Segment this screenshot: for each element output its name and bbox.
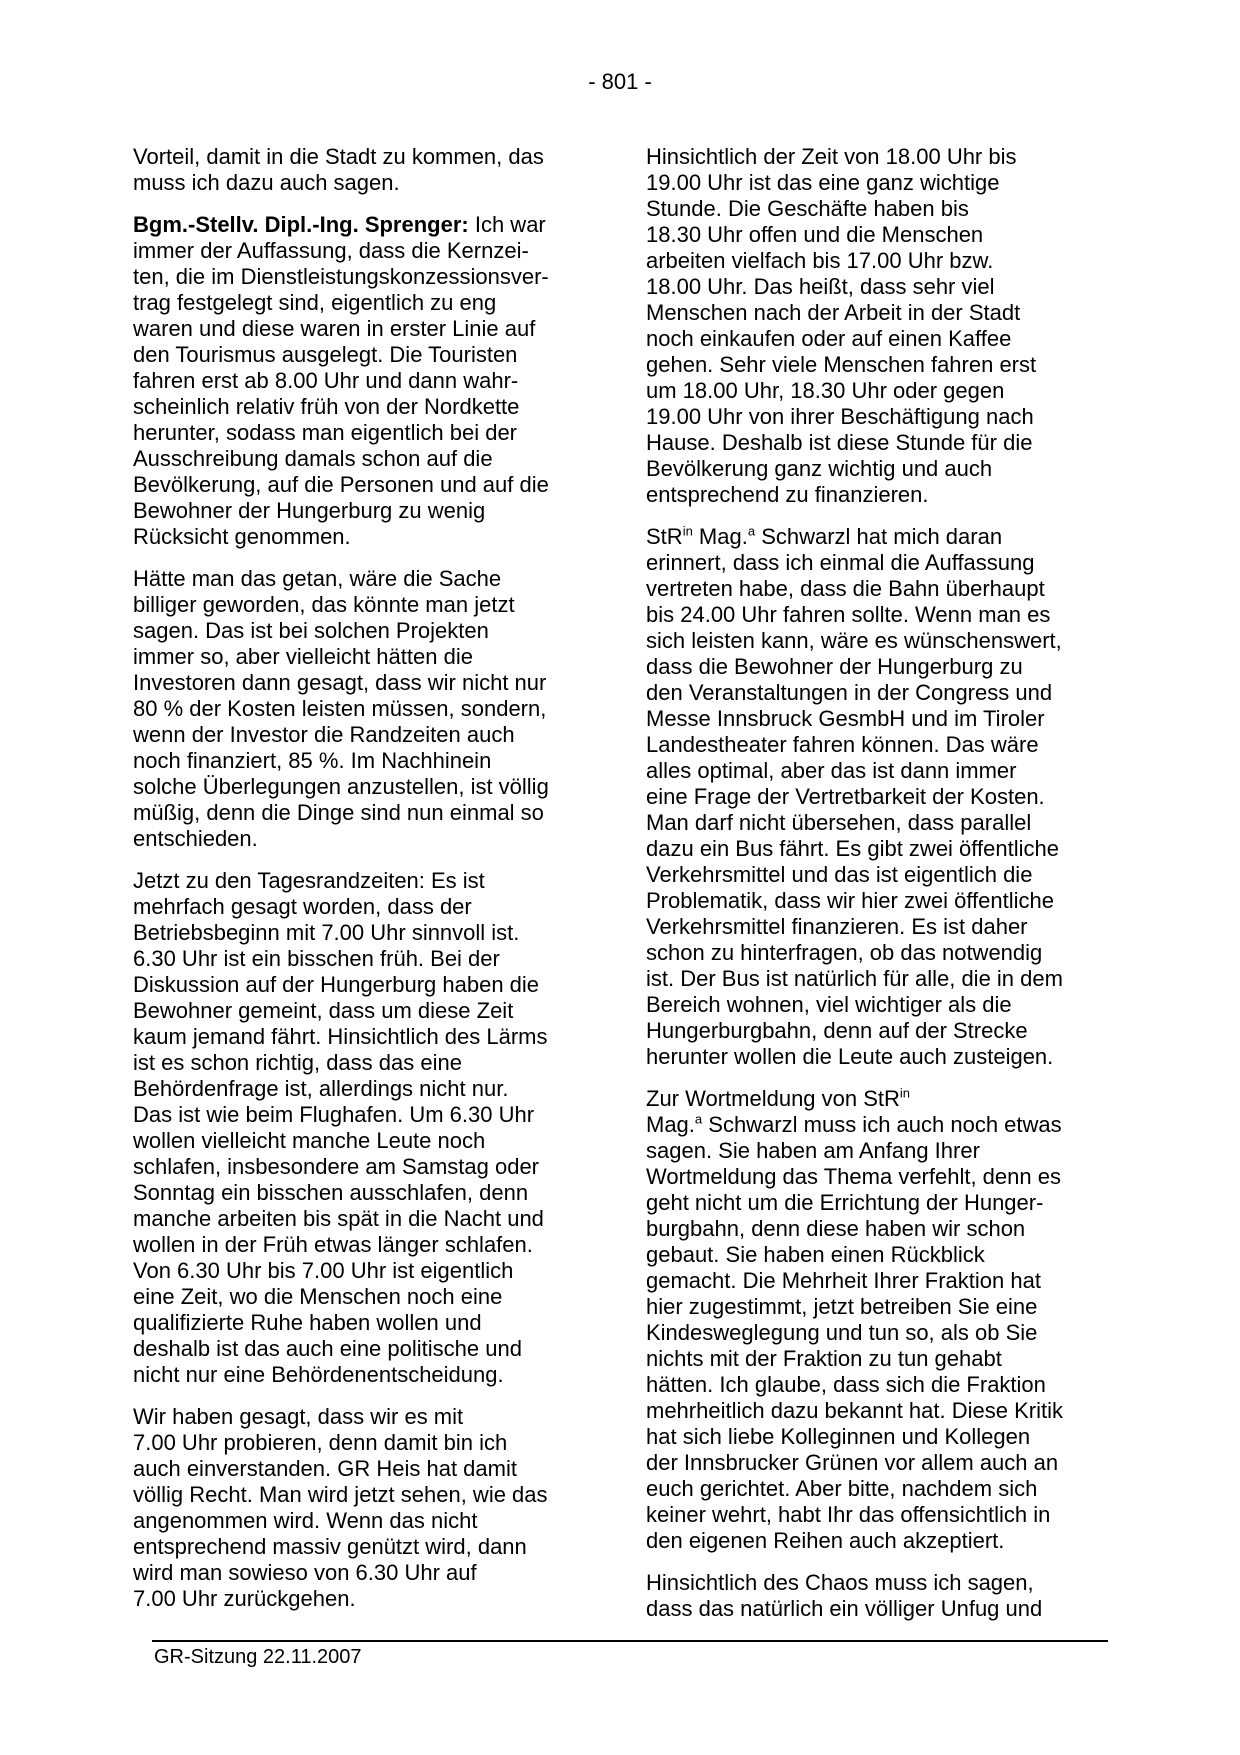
paragraph: Hinsichtlich des Chaos muss ich sagen, dass das natürlich ein völliger Unfug und bbox=[646, 1570, 1043, 1621]
page-number: - 801 - bbox=[588, 69, 652, 94]
paragraph: StR$^{in}$ Mag.$^a$ Schwarzl hat mich daran erinnert, dass ich einmal die Auffassung vertreten habe, dass die Bahn überhaupt bis 24.00 Uhr fahren sollte. Wenn man es sich leisten kann, wäre es wünschenswert, dass die Bewohner der Hungerburg zu den Veranstaltungen in der Congress und Messe Innsbruck GesmbH und im Tiroler Landestheater fahren können. Das wäre alles optimal, aber das ist dann immer eine Frage der Vertretbarkeit der Kosten. Man darf nicht übersehen, dass parallel dazu ein Bus fährt. Es gibt zwei öffentliche Verkehrsmittel und das ist eigentlich die Problematik, dass wir hier zwei öffentliche Verkehrsmittel finanzieren. Es ist daher schon zu hinterfragen, ob das notwendig ist. Der Bus ist natürlich für alle, die in dem Bereich wohnen, viel wichtiger als die Hungerburgbahn, denn auf der Strecke herunter wollen die Leute auch zusteigen. bbox=[646, 523, 1063, 1069]
paragraph: Hinsichtlich der Zeit von 18.00 Uhr bis 19.00 Uhr ist das eine ganz wichtige Stunde. Die Geschäfte haben bis 18.30 Uhr offen und die Menschen arbeiten vielfach bis 17.00 Uhr bzw. 18.00 Uhr. Das heißt, dass sehr viel Menschen nach der Arbeit in der Stadt noch einkaufen oder auf einen Kaffee gehen. Sehr viele Menschen fahren erst um 18.00 Uhr, 18.30 Uhr oder gegen 19.00 Uhr von ihrer Beschäftigung nach Hause. Deshalb ist diese Stunde für die Bevölkerung ganz wichtig und auch entsprechend zu finanzieren. bbox=[646, 144, 1037, 507]
paragraph: Bgm.-Stellv. Dipl.-Ing. Sprenger: Ich war immer der Auffassung, dass die Kernzei- ten, die im Dienstleistungskonzessionsver- trag festgelegt sind, eigentlich zu eng waren und diese waren in erster Linie auf den Tourismus ausgelegt. Die Touristen fahren erst ab 8.00 Uhr und dann wahr- scheinlich relativ früh von der Nordkette herunter, sodass man eigentlich bei der Ausschreibung damals schon auf die Bevölkerung, auf die Personen und auf die Bewohner der Hungerburg zu wenig Rücksicht genommen. bbox=[133, 212, 549, 549]
text-column-left bbox=[133, 144, 585, 1628]
paragraph: Jetzt zu den Tagesrandzeiten: Es ist mehrfach gesagt worden, dass der Betriebsbeginn mit 7.00 Uhr sinnvoll ist. 6.30 Uhr ist ein bisschen früh. Bei der Diskussion auf der Hungerburg haben die Bewohner gemeint, dass um diese Zeit kaum jemand fährt. Hinsichtlich des Lärms ist es schon richtig, dass das eine Behördenfrage ist, allerdings nicht nur. Das ist wie beim Flughafen. Um 6.30 Uhr wollen vielleicht manche Leute noch schlafen, insbesondere am Samstag oder Sonntag ein bisschen ausschlafen, denn manche arbeiten bis spät in die Nacht und wollen in der Früh etwas länger schlafen. Von 6.30 Uhr bis 7.00 Uhr ist eigentlich eine Zeit, wo die Menschen noch eine qualifizierte Ruhe haben wollen und deshalb ist das auch eine politische und nicht nur eine Behördenentscheidung. bbox=[133, 868, 548, 1387]
footer-divider bbox=[152, 1640, 1108, 1642]
footer-session-label: GR-Sitzung 22.11.2007 bbox=[154, 1646, 362, 1668]
paragraph: Wir haben gesagt, dass wir es mit 7.00 Uhr probieren, denn damit bin ich auch einverstanden. GR Heis hat damit völlig Recht. Man wird jetzt sehen, wie das angenommen wird. Wenn das nicht entsprechend massiv genützt wird, dann wird man sowieso von 6.30 Uhr auf 7.00 Uhr zurückgehen. bbox=[133, 1404, 548, 1611]
text-column-right bbox=[646, 144, 1108, 1638]
paragraph: Vorteil, damit in die Stadt zu kommen, das muss ich dazu auch sagen. bbox=[133, 144, 544, 195]
paragraph: Hätte man das getan, wäre die Sache billiger geworden, das könnte man jetzt sagen. Das ist bei solchen Projekten immer so, aber vielleicht hätten die Investoren dann gesagt, dass wir nicht nur 80 % der Kosten leisten müssen, sondern, wenn der Investor die Randzeiten auch noch finanziert, 85 %. Im Nachhinein solche Überlegungen anzustellen, ist völlig müßig, denn die Dinge sind nun einmal so entschieden. bbox=[133, 566, 549, 851]
paragraph: Zur Wortmeldung von StR$^{in}$ Mag.$^a$ Schwarzl muss ich auch noch etwas sagen. Sie haben am Anfang Ihrer Wortmeldung das Thema verfehlt, denn es geht nicht um die Errichtung der Hunger- burgbahn, denn diese haben wir schon gebaut. Sie haben einen Rückblick gemacht. Die Mehrheit Ihrer Fraktion hat hier zugestimmt, jetzt betreiben Sie eine Kindesweglegung und tun so, als ob Sie nichts mit der Fraktion zu tun gehabt hätten. Ich glaube, dass sich die Fraktion mehrheitlich dazu bekannt hat. Diese Kritik hat sich liebe Kolleginnen und Kollegen der Innsbrucker Grünen vor allem auch an euch gerichtet. Aber bitte, nachdem sich keiner wehrt, habt Ihr das offensichtlich in den eigenen Reihen auch akzeptiert. bbox=[646, 1085, 1063, 1553]
